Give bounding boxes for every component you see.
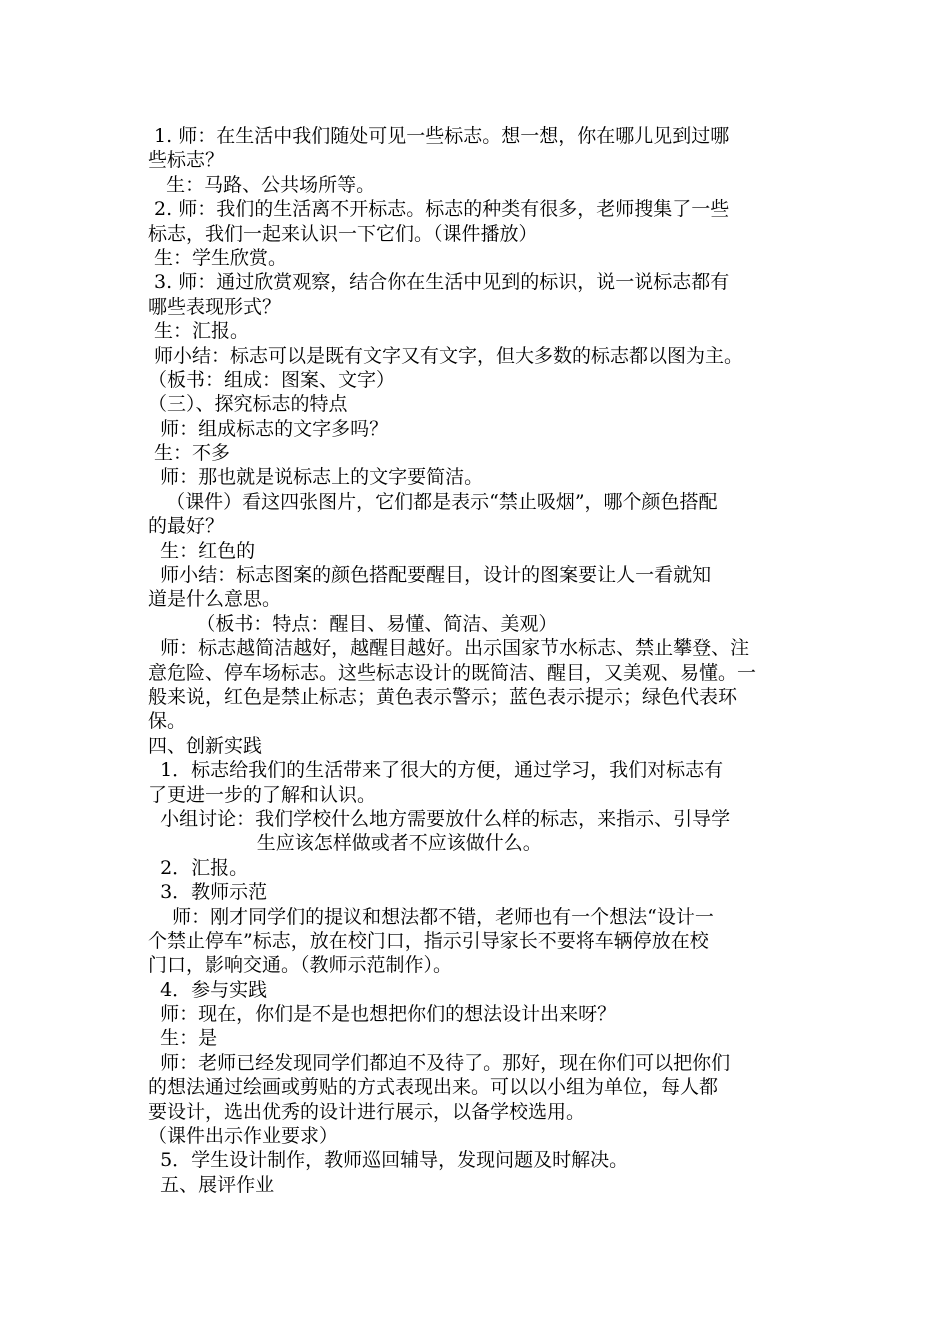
text-line: 师：标志越简洁越好，越醒目越好。出示国家节水标志、禁止攀登、注 xyxy=(148,637,750,660)
text-line: 生：学生欣赏。 xyxy=(148,246,288,269)
text-line: 生：红色的 xyxy=(148,539,256,562)
text-line: 个禁止停车”标志，放在校门口，指示引导家长不要将车辆停放在校 xyxy=(148,929,709,952)
text-line: 2. 师：我们的生活离不开标志。标志的种类有很多，老师搜集了一些 xyxy=(148,198,730,221)
text-line: （课件）看这四张图片，它们都是表示“禁止吸烟”，哪个颜色搭配 xyxy=(148,490,718,513)
text-line: 1. 师：在生活中我们随处可见一些标志。想一想，你在哪儿见到过哪 xyxy=(148,125,730,147)
text-line: （板书：组成：图案、文字） xyxy=(148,368,396,391)
text-line: 意危险、停车场标志。这些标志设计的既简洁、醒目，又美观、易懂。一 xyxy=(148,661,757,684)
text-line: 哪些表现形式？ xyxy=(148,295,282,318)
text-line: 生：汇报。 xyxy=(148,320,250,343)
text-line: 小组讨论：我们学校什么地方需要放什么样的标志，来指示、引导学 xyxy=(148,807,731,830)
text-line: 了更进一步的了解和认识。 xyxy=(148,783,377,806)
text-line: （课件出示作业要求） xyxy=(148,1125,339,1148)
text-line: 生：是 xyxy=(148,1027,218,1050)
text-line: 师小结：标志图案的颜色搭配要醒目，设计的图案要让人一看就知 xyxy=(148,564,712,587)
text-line: 般来说，红色是禁止标志；黄色表示警示；蓝色表示提示；绿色代表环 xyxy=(148,685,738,708)
text-line: 标志，我们一起来认识一下它们。（课件播放） xyxy=(148,222,538,245)
text-line: 要设计，选出优秀的设计进行展示，以备学校选用。 xyxy=(148,1100,586,1123)
text-line: 生：马路、公共场所等。 xyxy=(148,173,376,196)
text-line: 保。 xyxy=(148,710,187,733)
text-line: 1．标志给我们的生活带来了很大的方便，通过学习，我们对标志有 xyxy=(148,759,724,782)
text-line: 师：老师已经发现同学们都迫不及待了。那好，现在你们可以把你们 xyxy=(148,1051,731,1074)
document-body xyxy=(148,124,832,1197)
text-line: 师：刚才同学们的提议和想法都不错，老师也有一个想法“设计一 xyxy=(148,905,714,928)
text-line: 师：组成标志的文字多吗？ xyxy=(148,417,389,440)
text-line: 师：那也就是说标志上的文字要简洁。 xyxy=(148,466,484,489)
text-line: 师小结：标志可以是既有文字又有文字，但大多数的标志都以图为主。 xyxy=(148,344,744,367)
text-line: （板书：特点：醒目、易懂、简洁、美观） xyxy=(148,612,558,635)
text-line: 生：不多 xyxy=(148,442,231,465)
text-line: 的想法通过绘画或剪贴的方式表现出来。可以以小组为单位，每人都 xyxy=(148,1076,719,1099)
text-line: 3．教师示范 xyxy=(148,881,268,904)
text-line: 师：现在，你们是不是也想把你们的想法设计出来呀？ xyxy=(148,1003,617,1026)
text-line: 四、创新实践 xyxy=(148,734,263,757)
text-line: 些标志？ xyxy=(148,149,225,172)
text-line: 3. 师：通过欣赏观察，结合你在生活中见到的标识，说一说标志都有 xyxy=(148,271,730,294)
text-line: 道是什么意思。 xyxy=(148,588,282,611)
text-line: 2．汇报。 xyxy=(148,856,249,879)
text-line: 4．参与实践 xyxy=(148,978,268,1001)
text-line: 生应该怎样做或者不应该做什么。 xyxy=(148,832,542,855)
text-line: （三）、探究标志的特点 xyxy=(148,393,348,416)
text-line: 五、展评作业 xyxy=(148,1173,275,1196)
text-line: 的最好？ xyxy=(148,515,225,538)
text-line: 门口，影响交通。（教师示范制作）。 xyxy=(148,954,453,977)
text-line: 5．学生设计制作，教师巡回辅导，发现问题及时解决。 xyxy=(148,1149,629,1172)
